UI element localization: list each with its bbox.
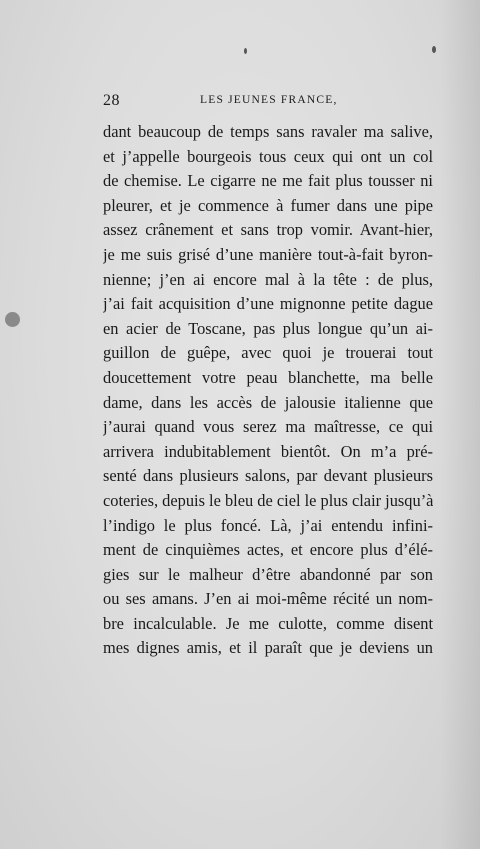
- text-line: ment de cinquièmes actes, et encore plus d’élé-: [103, 540, 433, 560]
- text-line: mes dignes amis, et il paraît que je deviens un: [103, 638, 433, 658]
- ink-speck: [244, 48, 247, 54]
- text-line: pleurer, et je commence à fumer dans une pipe: [103, 195, 433, 215]
- text-line: senté dans plusieurs salons, par devant plusieurs: [103, 466, 433, 486]
- page-header: [103, 92, 433, 112]
- text-line: de chemise. Le cigarre ne me fait plus tousser ni: [103, 171, 433, 191]
- running-title: LES JEUNES FRANCE,: [200, 94, 338, 106]
- page-edge-shadow: [440, 0, 480, 849]
- text-line: dant beaucoup de temps sans ravaler ma salive,: [103, 122, 433, 141]
- text-line: assez crânement et sans trop vomir. Avant-hier,: [103, 220, 433, 240]
- text-line: et j’appelle bourgeois tous ceux qui ont un col: [103, 146, 433, 166]
- text-line: doucettement votre peau blanchette, ma belle: [103, 367, 433, 387]
- ink-speck: [432, 46, 436, 53]
- page-number: 28: [103, 92, 120, 109]
- text-line: l’indigo le plus foncé. Là, j’ai entendu infini-: [103, 515, 433, 535]
- text-line: guillon de guêpe, avec quoi je trouerai tout: [103, 343, 433, 363]
- text-line: gies sur le malheur d’être abandonné par son: [103, 564, 433, 584]
- text-line: nienne; j’en ai encore mal à la tête : de plus,: [103, 269, 433, 289]
- text-line: en acier de Toscane, pas plus longue qu’un ai-: [103, 318, 433, 338]
- text-line: j’aurai quand vous serez ma maîtresse, ce qui: [103, 417, 433, 437]
- text-line: coteries, depuis le bleu de ciel le plus clair jusqu’à: [103, 490, 433, 510]
- ink-blot: [5, 312, 20, 327]
- body-text: [103, 120, 433, 661]
- text-line: je me suis grisé d’une manière tout-à-fait byron-: [103, 244, 433, 264]
- text-line: dame, dans les accès de jalousie italienne que: [103, 392, 433, 412]
- text-line: ou ses amans. J’en ai moi-même récité un nom-: [103, 589, 433, 609]
- text-line: bre incalculable. Je me culotte, comme disent: [103, 613, 433, 633]
- text-line: j’ai fait acquisition d’une mignonne petite dague: [103, 294, 433, 314]
- text-line: arrivera indubitablement bientôt. On m’a pré-: [103, 441, 433, 461]
